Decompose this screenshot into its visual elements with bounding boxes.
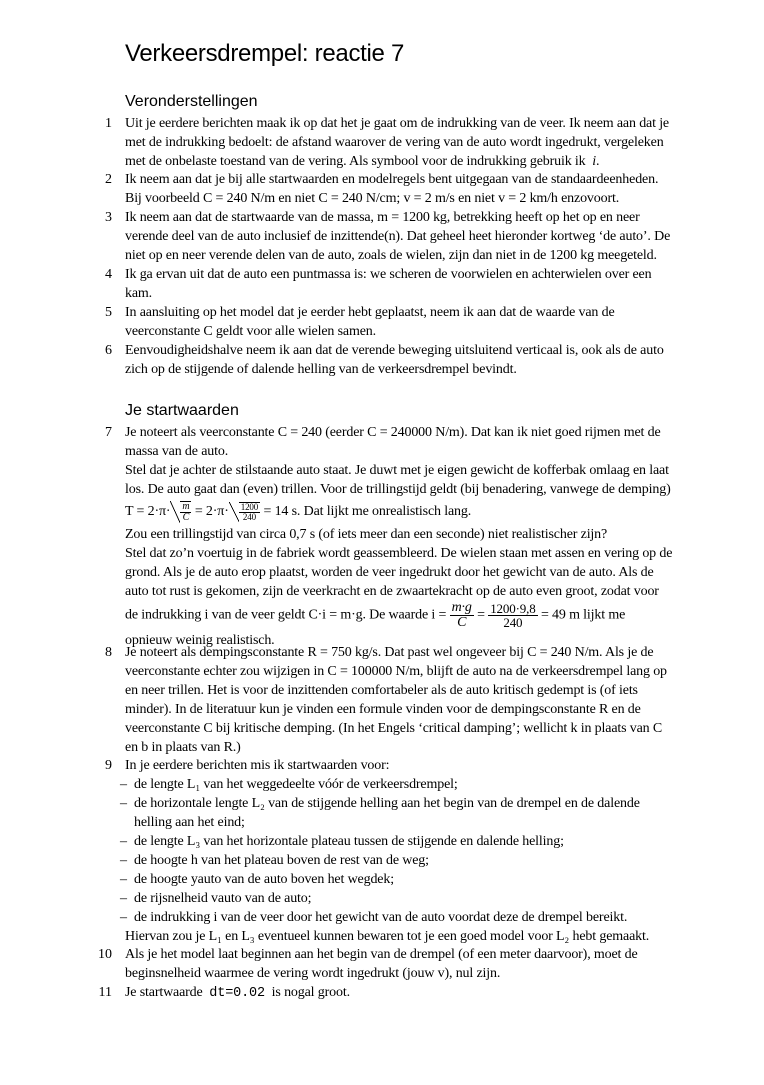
formula-period: T = 2·π· $\frac{m}{C}$ = 2·π· $\frac{1200}{240}$ = 14 s. Dat lijkt me onrealistisch lang.: [125, 501, 472, 523]
item-text: Je noteert als dempingsconstante R = 750 kg/s. Dat past wel ongeveer bij C = 240 N/m. Als je de veerconstante echter zou wijzigen in C = 100000 N/m, blijft de auto na de verkeersdrempel lang op en neer trillen. Het is voor de inzittenden comfortabeler als de auto kritisch gedempt is (of iets minder). In de literatuur kun je vinden een formule vinden voor de dempingsconstante R en de veerconstante C bij kritische demping. (In het Engels ‘critical damping’; wellicht k in plaats van C en b in plaats van R.): [125, 645, 667, 755]
bullet: – de rijsnelheid vauto van de auto;: [120, 891, 312, 906]
item-number: 4: [105, 267, 112, 282]
item-number: 1: [105, 116, 112, 131]
item-number: 9: [105, 758, 112, 773]
section-heading-veronderstellingen: Veronderstellingen: [125, 93, 258, 110]
item-number: 7: [105, 425, 112, 440]
item-number: 3: [105, 210, 112, 225]
bullet: – de hoogte yauto van de auto boven het wegdek;: [120, 872, 394, 887]
item-number: 10: [98, 947, 112, 962]
page-title: Verkeersdrempel: reactie 7: [125, 40, 405, 67]
item-text: Ik ga ervan uit dat de auto een puntmassa is: we scheren de voorwielen en achterwielen over een kam.: [125, 267, 652, 301]
bullet: – de hoogte h van het plateau boven de rest van de weg;: [120, 853, 429, 868]
bullet: – de lengte L₃ van het horizontale plateau tussen de stijgende en dalende helling;: [120, 834, 564, 849]
code-snippet: dt=0.02: [209, 986, 265, 1001]
item-text: Uit je eerdere berichten maak ik op dat het je gaat om de indrukking van de veer. Ik neem aan dat je met de indrukking bedoelt: de afstand waarover de vering van de auto wordt ingedrukt, vergeleken met de onbelaste toestand van de vering. Als symbool voor de indrukking gebruik ik i.: [125, 116, 669, 169]
item-number: 6: [105, 343, 112, 358]
section-heading-startwaarden: Je startwaarden: [125, 402, 239, 419]
item-text: Eenvoudigheidshalve neem ik aan dat de verende beweging uitsluitend verticaal is, ook als de auto zich op de stijgende of dalende helling van de verkeersdrempel bevindt.: [125, 343, 664, 377]
item-text: In aansluiting op het model dat je eerder hebt geplaatst, neem ik aan dat de waarde van de veerconstante C geldt voor alle wielen samen.: [125, 305, 615, 339]
item-number: 5: [105, 305, 112, 320]
item-number: 11: [98, 985, 112, 1000]
bullet: – de indrukking i van de veer door het gewicht van de auto voordat deze de drempel bereikt.: [120, 910, 628, 925]
item-text: Als je het model laat beginnen aan het begin van de drempel (of een meter daarvoor), moet de beginsnelheid waarmee de vering wordt ingedrukt (jouw v), nul zijn.: [125, 947, 638, 981]
bullet: – de horizontale lengte L₂ van de stijgende helling aan het begin van de drempel en de dalende: [120, 796, 640, 811]
item-text: Ik neem aan dat je bij alle startwaarden en modelregels bent uitgegaan van de standaardeenheden. Bij voorbeeld C = 240 N/m en niet C = 240 N/cm; v = 2 m/s en niet v = 2 km/h enzovoort.: [125, 172, 659, 206]
item-text: Ik neem aan dat de startwaarde van de massa, m = 1200 kg, betrekking heeft op het op en neer verende deel van de auto inclusief de inzittende(n). Dat geheel heet hieronder kortweg ‘de auto’. De niet op en neer verende delen van de auto, zoals de wielen, zijn dan niet in de 1200 kg meegeteld.: [125, 210, 671, 263]
item-text: Je noteert als veerconstante C = 240 (eerder C = 240000 N/m). Dat kan ik niet goed rijmen met de massa van de auto. Stel dat je achter de stilstaande auto staat. Je duwt met je eigen gewicht de kofferbak omlaag en laat los. De auto gaat dan (even) trillen. Voor de trillingstijd geldt (bij benadering, vanwege de demping) T = 2·π· $\frac{m}{C}$ = 2·π· $\frac{1200}{240}$ = 14 s. Dat lijkt me onrealistisch lang. Zou een trillingstijd van circa 0,7 s (of iets meer dan een seconde) niet realistischer zijn? Stel dat zo’n voertuig in de fabriek wordt geassembleerd. De wielen staan met assen en vering op de grond. Als je de auto erop plaatst, worden de veer ingedrukt door het gewicht van de auto. Als de auto tot rust is gekomen, zijn de veerkracht en de zwaartekracht op de auto even groot, zodat voor de indrukking i van de veer geldt C·i = m·g. De waarde i = $\frac{m\cdot g}{C}$ = $\frac{1200\cdot 9,8}{240}$ = 49 m lijkt me opnieuw weinig realistisch.: [125, 423, 725, 650]
item-text: Je startwaarde dt=0.02 is nogal groot.: [125, 985, 350, 1001]
bullet: – de lengte L₁ van het weggedeelte vóór de verkeersdrempel;: [120, 777, 458, 792]
formula-indrukking: de indrukking i van de veer geldt C·i = m·g. De waarde i = $\frac{m\cdot g}{C}$ = $\frac{1200\cdot 9,8}{240}$ = 49 m lijkt me: [125, 600, 626, 630]
item-text: In je eerdere berichten mis ik startwaarden voor: – de lengte L₁ van het weggedeelte vóór de verkeersdrempel; – de horizontale lengte L₂ van de stijgende helling aan het begin van de drempel en de dalende helling aan het eind; – de lengte L₃ van het horizontale plateau tussen de stijgende en dalende helling; – de hoogte h van het plateau boven de rest van de weg; – de hoogte yauto van de auto boven het wegdek; – de rijsnelheid vauto van de auto; – de indrukking i van de veer door het gewicht van de auto voordat deze de drempel bereikt. Hiervan zou je L₁ en L₃ eventueel kunnen bewaren tot je een goed model voor L₂ hebt gemaakt.: [120, 756, 730, 946]
item-number: 2: [105, 172, 112, 187]
item-number: 8: [105, 645, 112, 660]
